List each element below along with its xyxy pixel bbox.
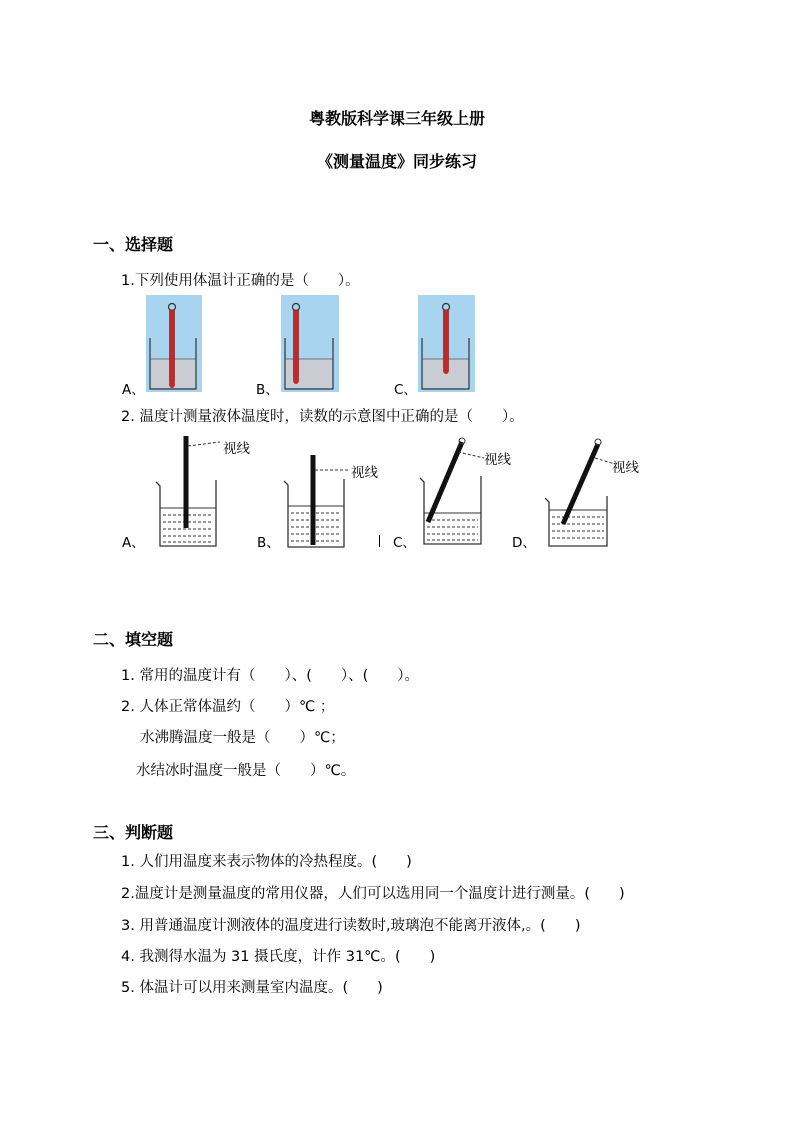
stray-mark xyxy=(379,535,380,547)
question-2-text: 2. 温度计测量液体温度时，读数的示意图中正确的是（ ）。 xyxy=(121,409,524,425)
figure-thermometer-a xyxy=(146,295,202,392)
judge-item-3: 3. 用普通温度计测液体的温度进行读数时,玻璃泡不能离开液体,。( ) xyxy=(121,918,581,934)
q1-option-c-label: C、 xyxy=(394,382,417,398)
fill-question-2-line1: 2. 人体正常体温约（ ）℃ ； xyxy=(121,699,335,715)
q2-b-sight-label: 视线 xyxy=(351,465,378,481)
section-heading-judge: 三、判断题 xyxy=(93,823,174,842)
figure-reading-d xyxy=(545,436,657,550)
q2-c-sight-label: 视线 xyxy=(484,452,511,468)
judge-item-1: 1. 人们用温度来表示物体的冷热程度。( ) xyxy=(121,854,412,870)
question-1-text: 1.下列使用体温计正确的是（ ）。 xyxy=(121,273,360,289)
judge-item-4: 4. 我测得水温为 31 摄氏度，计作 31℃。( ) xyxy=(121,949,436,965)
q2-option-b-label: B、 xyxy=(257,535,280,551)
fill-question-1: 1. 常用的温度计有（ ）、( ）、( ）。 xyxy=(121,668,420,684)
fill-question-2-line2: 水沸腾温度一般是（ ）℃； xyxy=(140,730,345,746)
figure-thermometer-c xyxy=(418,295,475,392)
figure-thermometer-b xyxy=(281,295,339,392)
q2-option-c-label: C、 xyxy=(393,535,416,551)
q1-option-a-label: A、 xyxy=(122,382,145,398)
judge-item-2: 2.温度计是测量温度的常用仪器，人们可以选用同一个温度计进行测量。( ) xyxy=(121,886,625,902)
page-subtitle: 《测量温度》同步练习 xyxy=(316,152,477,171)
judge-item-5: 5. 体温计可以用来测量室内温度。( ) xyxy=(121,980,383,996)
page-title: 粤教版科学课三年级上册 xyxy=(308,109,485,128)
q2-d-sight-label: 视线 xyxy=(612,460,639,476)
section-heading-fill: 二、填空题 xyxy=(93,630,174,649)
q1-option-b-label: B、 xyxy=(256,382,279,398)
fill-question-2-line3: 水结冰时温度一般是（ ）℃。 xyxy=(136,763,356,779)
q2-a-sight-label: 视线 xyxy=(223,441,250,457)
section-heading-choice: 一、选择题 xyxy=(93,235,174,254)
q2-option-d-label: D、 xyxy=(512,535,536,551)
q2-option-a-label: A、 xyxy=(122,535,145,551)
